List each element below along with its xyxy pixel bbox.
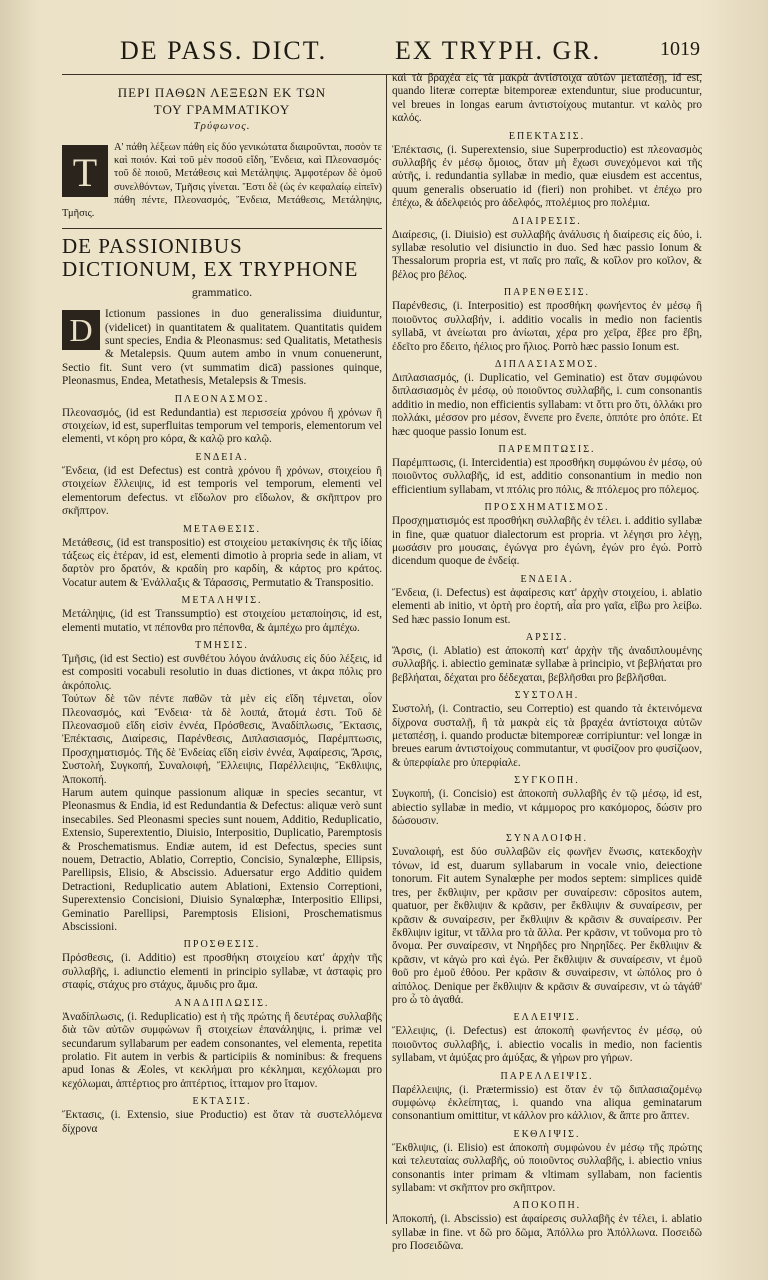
paragraph: Τμῆσις, (id est Sectio) est συνθέτου λόγου ἀνάλυσις εἰς δύο λέξεις, id est compositi vocabuli resolutio in duas dictiones, vt ἀκρα πόλις pro ἀκρόπολις. <box>62 652 382 692</box>
section-heading: ΠΛΕΟΝΑΣΜΟΣ. <box>174 393 270 405</box>
paragraph: Συναλοιφή, est δύο συλλαβῶν εἰς φωνῆεν ἕνωσις, κατεκδοχὴν τόνων, id est, duarum syllabarum in vocale vnio, deiectione tonorum. Fit autem Synalœphe per modos septem: simplices quidē tres, per ἔκθλιψιν, per κρᾶσιν per συναίρεσιν: cōpositos autem, quatuor, per ἔκθλιψιν & κρᾶσιν, per ἔκθλιψιν & συναίρεσιν, per κρᾶσιν & συναίρεσιν, per ἔκθλιψιν & κρᾶσιν & συναίρεσιν. Per ἔκθλιψιν igitur, vt τἄλλα pro τὰ ἄλλα. Per κρᾶσιν, vt τοὔνομα pro τὸ ὄνομα. Per συναίρεσιν, vt Νηρῆδες pro Νηρηΐδες. Per ἔκθλιψιν & κρᾶσιν, vt κἀγὼ pro καὶ ἐγώ. Per ἔκθλιψιν & συναίρεσιν, vt ἐμοῦ θοῦ pro ἐμοῦ ἐθόου. Per κρᾶσιν & συναίρεσιν, vt ὠπόλος pro ὁ αἰπόλος. Denique per ἔκθλιψιν & κρᾶσιν & συναίρεσιν, vt ὡ τἀγάθ' pro ὦ τὸ ἀγαθά. <box>392 846 702 1006</box>
paragraph: Παρέμπτωσις, (i. Intercidentia) est προσθήκη συμφώνου ἐν μέσῳ, οὐ ποιοῦντος συλλαβῆς, id est, additio consonantium in medio non efficientium syllabam, vt πτόλις pro πόλις, & πτόλεμος pro πόλεμος. <box>392 456 702 496</box>
section-heading: ΣΥΓΚΟΠΗ. <box>514 775 580 787</box>
greek-title <box>62 84 382 135</box>
latin-title-sub: grammatico. <box>191 285 253 300</box>
paragraph: Διπλασιασμός, (i. Duplicatio, vel Geminatio) est ὅταν συμφώνου διπλασιασμὸς ἐν μέσῳ, οὐ ποιοῦντος συλλαβῆς, i. cum consonantis additio in medio, non efficientis syllabam: vt ὅττι pro ὅτι, ὀλλάκι pro πολλάκι, μέσσον pro μέσον, ἔννεπε pro ἔνεπε, ὁππότε pro ὁπότε. Et hæc quoque passio Ionum est. <box>392 371 702 438</box>
section-heading: ΠΑΡΕΜΠΤΩΣΙΣ. <box>498 443 596 455</box>
right-column <box>392 72 702 1253</box>
paragraph: Πλεονασμός, (id est Redundantia) est περισσεία χρόνου ἢ χρόνων ἢ στοιχείων, id est, superfluitas temporum vel temporis, elementorum vel elementi, vt κόρη pro κόρα, & καλῷ pro καλῷ. <box>62 406 382 446</box>
paragraph: Ictionum passiones in duo generalissima diuiduntur, (videlicet) in quantitatem & qualitatem. Quantitatis quidem sunt species, Endia & Pleonasmus: sed Qualitatis, Metathesis & Metalepsis. Quum autem ambo in vnum conuenerunt, Sectio fit. Sunt vero (vt summatim dicā) passiones quinque, Pleonasmus, Endea, Metathesis, Metalepsis & Tmesis. <box>62 308 382 388</box>
paragraph: Ἔνδεια, (id est Defectus) est contrà χρόνου ἢ χρόνων, στοιχείου ἢ στοιχείων ἔλλειψις, id est temporis vel temporum, elementi vel elementorum defectus. vt εἴδωλον pro εἴδωλον, & σκῆπτρον pro σκῆπτρον. <box>62 464 382 518</box>
paragraph: Συγκοπή, (i. Concisio) est ἀποκοπὴ συλλαβῆς ἐν τῷ μέσῳ, id est, abiectio syllabæ in medio, vt κάμμορος pro κακόμορος, δώσιν pro δώσουσιν. <box>392 788 702 828</box>
column-rule <box>386 74 387 1224</box>
paragraph: Συστολή, (i. Contractio, seu Correptio) est quando τὰ ἐκτεινόμενα δίχρονα συσταλῇ, ἢ τὰ μακρὰ εἰς τὰ βραχέα ἀντίστοιχα αὐτῶν μεταπέσῃ, i. quando productæ bitemporeæ corripiuntur: vel longæ in breues earum ἀντιστοίχους commutantur, vt φυσίζοον pro φυσίζωον, & ὑπερφίαλε pro ὑπερφίαλε. <box>392 703 702 769</box>
paragraph: Ἄρσις, (i. Ablatio) est ἀποκοπὴ κατ' ἀρχὴν τῆς ἀναδιπλουμένης συλλαβῆς. i. abiectio geminatæ syllabæ à principio, vt βεβλήαται pro βεβλήαται, δέχαται pro δέδεχαται, βεβλῆσθαι pro βεβλῆσθαι. <box>392 645 702 684</box>
paragraph: Ἀποκοπή, (i. Abscissio) est ἀφαίρεσις συλλαβῆς ἐν τέλει, i. ablatio syllabæ in fine. vt δῶ pro δῶμα, Ἀπόλλω pro Ἀπόλλωνα. Ποσειδῶ pro Ποσειδῶνα. <box>392 1213 702 1253</box>
section-heading: ΠΑΡΕΛΛΕΙΨΙΣ. <box>500 1070 594 1082</box>
section-heading: ΑΝΑΔΙΠΛΩΣΙΣ. <box>174 997 270 1009</box>
section-heading: ΕΚΘΛΙΨΙΣ. <box>513 1128 581 1140</box>
section-heading: ΠΡΟΣΧΗΜΑΤΙΣΜΟΣ. <box>484 502 610 514</box>
section-heading: ΕΠΕΚΤΑΣΙΣ. <box>508 130 586 142</box>
paragraph: Ἔλλειψις, (i. Defectus) est ἀποκοπὴ φωνήεντος ἐν μέσῳ, οὐ ποιοῦντος συλλαβῆς, i. abiectio vocalis in medio, non facientis syllabam, vt ἀμύξας pro ἀμύξας, & γήρων pro γήρων. <box>392 1025 702 1065</box>
running-head-left: DE PASS. DICT. <box>120 36 328 65</box>
drop-cap-tau-icon: Τ <box>62 145 108 197</box>
paragraph: Πρόσθεσις, (i. Additio) est προσθήκη στοιχείου κατ' ἀρχὴν τῆς συλλαβῆς, i. adiunctio elementi in principio syllabæ, vt ἀσταφὶς pro σταφίς, στάχυς pro στάχυς, ἄμυδις pro ἅμα. <box>62 952 382 992</box>
paragraph: Ἀναδίπλωσις, (i. Reduplicatio) est ἡ τῆς πρώτης ἢ δευτέρας συλλαβῆς διὰ τῶν αὐτῶν συμφώνων ἢ στοιχείων ἐπανάληψις, i. primæ vel secundarum syllabarum per eadem consonantes, vel elementa, repetita prolatio. Fit autem in verbis & participiis & nominibus: & frequens apud Ionas & Æoles, vt κεκλήμαι pro κέκλημαι, κεχόλωμαι pro κεχόλωμαι, ἀπτέρτιος pro ἀπτέρτιος, ἰτταμον pro ἴταμον. <box>62 1010 382 1090</box>
drop-cap-d-icon: D <box>62 310 100 350</box>
section-heading: ΠΡΟΣΘΕΣΙΣ. <box>183 939 261 951</box>
paragraph: Τούτων δὲ τῶν πέντε παθῶν τὰ μὲν εἰς εἴδη τέμνεται, οἷον Πλεονασμός, καὶ Ἔνδεια· τὰ δὲ λοιπά, ἄτομά ἐστι. Τοῦ δὲ Πλεονασμοῦ εἴδη εἰσὶν ἐννέα, Πρόσθεσις, Ἀναδίπλωσις, Ἔκτασις, Ἐπέκτασις, Διαίρεσις, Παρένθεσις, Διπλασιασμός, Παρέμπτωσις, Προσχηματισμός. Τῆς δὲ Ἐνδείας εἴδη εἰσὶν ἐννέα, Ἀφαίρεσις, Ἄρσις, Συστολή, Συγκοπή, Συναλοιφή, Ἔλλειψις, Παρέλλειψις, Ἔκθλιψις, Ἀποκοπή. <box>62 693 382 786</box>
section-heading: ΠΑΡΕΝΘΕΣΙΣ. <box>503 287 591 299</box>
section-heading: ΑΠΟΚΟΠΗ. <box>512 1200 582 1212</box>
greek-intro-block <box>62 141 382 220</box>
paragraph: Ἔνδεια, (i. Defectus) est ἀφαίρεσις κατ' ἀρχὴν στοιχείου, i. ablatio elementi ab initio, vt ὀρτὴ pro ἑορτή, αἶα pro γαῖα, εἴβω pro λείβω. Sed hæc passio Ionum est. <box>392 586 702 626</box>
divider <box>62 228 382 229</box>
section-heading: ΕΚΤΑΣΙΣ. <box>192 1096 252 1108</box>
paragraph: Ἐπέκτασις, (i. Superextensio, siue Superproductio) est πλεονασμὸς συλλαβῆς ἐν μέσῳ ὅμοιος, ὅταν μὴ ἔχωσι συνεχόμενοι καὶ τῆς αὐτῆς, i. redundantia syllabæ in medio, quæ eiusdem est accentus, quum generalis obseruatio id (fieri) non prohibet. vt ἐπέχω pro ἐπέχω, & ἀδελφειός pro ἀδελφός, πτολέμιος pro πολέμια. <box>392 143 702 210</box>
paragraph: Διαίρεσις, (i. Diuisio) est συλλαβῆς ἀνάλυσις ἡ διαίρεσις εἰς δύο, i. syllabæ resolutio vel disiunctio in duo. Sed hæc passio Ionum & Thessalorum propria est, vt παῖς pro παῖς, & κοΐλον pro κοῖλον, & βέλος pro βέλος. <box>392 228 702 281</box>
paragraph: Ἔκθλιψις, (i. Elisio) est ἀποκοπὴ συμφώνου ἐν μέσῳ τῆς πρώτης καὶ τελευταίας συλλαβῆς, οὐ ποιοῦντος συλλαβῆς, i. abiectio vnius consonantis inter primam & vltimam syllabam, non facientis syllabam: vt σκῆπτον pro σκῆπτρον. <box>392 1141 702 1194</box>
section-heading: ΜΕΤΑΛΗΨΙΣ. <box>181 595 263 607</box>
latin-title <box>62 235 382 304</box>
paragraph: Harum autem quinque passionum aliquæ in species secantur, vt Pleonasmus & Endia, id est Redundantia & Defectus: aliquæ verò sunt insecabiles. Sed Pleonasmi species sunt nouem, Additio, Reduplicatio, Extensio, Superextentio, Diuisio, Interpositio, Duplicatio, Paremptosis & Proschematismus. Endiæ autem, id est Defectus, species sunt nouem, Detractio, Ablatio, Correptio, Concisio, Synalœphe, Ellipsis, Parellipsis, Elisio, & Abscissio. Aduersatur ergo Additio quidem Detractioni, Reduplicatio autem Ablationi, Extensio Correptioni, Superextensio Concisioni, Diuisio Synalœphæ, Interpositio Ellipsi, Geminatio Parellipsi, Paremptosis Elisioni, Proschematismus Abscissioni. <box>62 787 382 934</box>
latin-title-main: DE PASSIONIBUS DICTIONUM, EX TRYPHONE <box>62 234 359 282</box>
section-heading: ΜΕΤΑΘΕΣΙΣ. <box>183 523 261 535</box>
greek-title-line2: ΤΟΥ ΓΡΑΜΜΑΤΙΚΟΥ <box>153 102 291 117</box>
section-heading: ΣΥΝΑΛΟΙΦΗ. <box>506 833 588 845</box>
section-heading: ΣΥΣΤΟΛΗ. <box>514 690 580 702</box>
paragraph: καὶ τὰ βραχέα εἰς τὰ μακρὰ ἀντίστοιχα αὐτῶν μεταπέσῃ, id est, quando literæ correptæ bitemporeæ extenduntur, siue producuntur, vel breues in longas earum ἀντιστοίχους mutantur. vt καλὸς pro καλός. <box>392 72 702 125</box>
section-heading: ΕΝΔΕΙΑ. <box>195 451 249 463</box>
left-column <box>62 78 382 1230</box>
paragraph: Παρένθεσις, (i. Interpositio) est προσθήκη φωνήεντος ἐν μέσῳ ἢ ποιοῦντος συλλαβήν, i. additio vocalis in medio non facientis syllabā, vt ἀνείωται pro ἀνίωται, χέρα pro χεῖρα, ἔβεε pro ἔβη, ἐδεῖτο pro ἔδειτο, ἠέλιος pro ἥλιος. Porrò hæc passio Ionum est. <box>392 300 702 353</box>
right-flow <box>392 72 702 1254</box>
section-heading: ΑΡΣΙΣ. <box>525 632 569 643</box>
page-number: 1019 <box>660 38 700 60</box>
section-heading: ΤΜΗΣΙΣ. <box>195 639 249 651</box>
paragraph: Μετάθεσις, (id est transpositio) est στοιχείου μετακίνησις ἐκ τῆς ἰδίας τάξεως εἰς ἑτέραν, id est, elementi dimotio à propria sede in aliam, vt δαρτὸν pro δρατόν, & κραδίη pro καρδίη, & κάρτος pro κράτος. Vocatur autem & Ἐνάλλαξις & Τάρασσις, Permutatio & Transpositio. <box>62 536 382 589</box>
running-head-right: EX TRYPH. GR. <box>395 36 602 65</box>
paragraph: Παρέλλειψις, (i. Prætermissio) est ὅταν ἐν τῷ διπλασιαζομένῳ συμφώνῳ ἐκλείπητας, i. quando vna aliqua geminatarum consonantium omittitur, vt κάλλον pro κάλλιον, & ἄπτε pro ἅπτεν. <box>392 1083 702 1123</box>
left-flow <box>62 308 382 1136</box>
section-heading: ΔΙΠΛΑΣΙΑΣΜΟΣ. <box>494 358 600 370</box>
paragraph: Προσχηματισμός est προσθήκη συλλαβῆς ἐν τέλει. i. additio syllabæ in fine, quæ quatuor dialectorum est propria. vt λέγησι pro λέγῃ, μωσάσιν pro μουσαις, ἐγώνγα pro ἐγώνη, ἐγών pro ἐγώ. Porrò dicendum quoque de ἐνδείᾳ. <box>392 515 702 568</box>
paragraph: Μετάληψις, (id est Transsumptio) est στοιχείου μεταποίησις, id est, elementi mutatio, vt πέπονθα pro πέπονθα, & ἀμπέχω pro ἀμπέχω. <box>62 608 382 634</box>
section-heading: ΕΝΔΕΙΑ. <box>520 573 574 585</box>
section-heading: ΔΙΑΙΡΕΣΙΣ. <box>512 215 582 227</box>
paragraph: Ἔκτασις, (i. Extensio, siue Productio) est ὅταν τὰ συστελλόμενα δίχρονα <box>62 1109 382 1135</box>
greek-title-line3: Τρύφωνος. <box>193 120 251 132</box>
section-heading: ΕΛΛΕΙΨΙΣ. <box>513 1012 581 1024</box>
greek-title-line1: ΠΕΡΙ ΠΑΘΩΝ ΛΕΞΕΩΝ ΕΚ ΤΩΝ <box>117 85 327 100</box>
greek-intro: Α' πάθη λέξεων πάθη εἰς δύο γενικώτατα διαιροῦνται, ποσὸν τε καὶ ποιόν. Καὶ τοῦ μὲν ποσοῦ εἴδη, Ἔνδεια, καὶ Πλεονασμός· τοῦ δὲ ποιοῦ, Μετάθεσις καὶ Μετάληψις. Ἀμφοτέρων δὲ ὁμοῦ συνελθόντων, Τμῆσις γίνεται. Ἔστι δὲ (ὡς ἐν κεφαλαίῳ εἰπεῖν) πάθη πέντε, Πλεονασμός, Ἔνδεια, Μετάθεσις, Μετάληψις, Τμῆσις. <box>62 142 382 220</box>
